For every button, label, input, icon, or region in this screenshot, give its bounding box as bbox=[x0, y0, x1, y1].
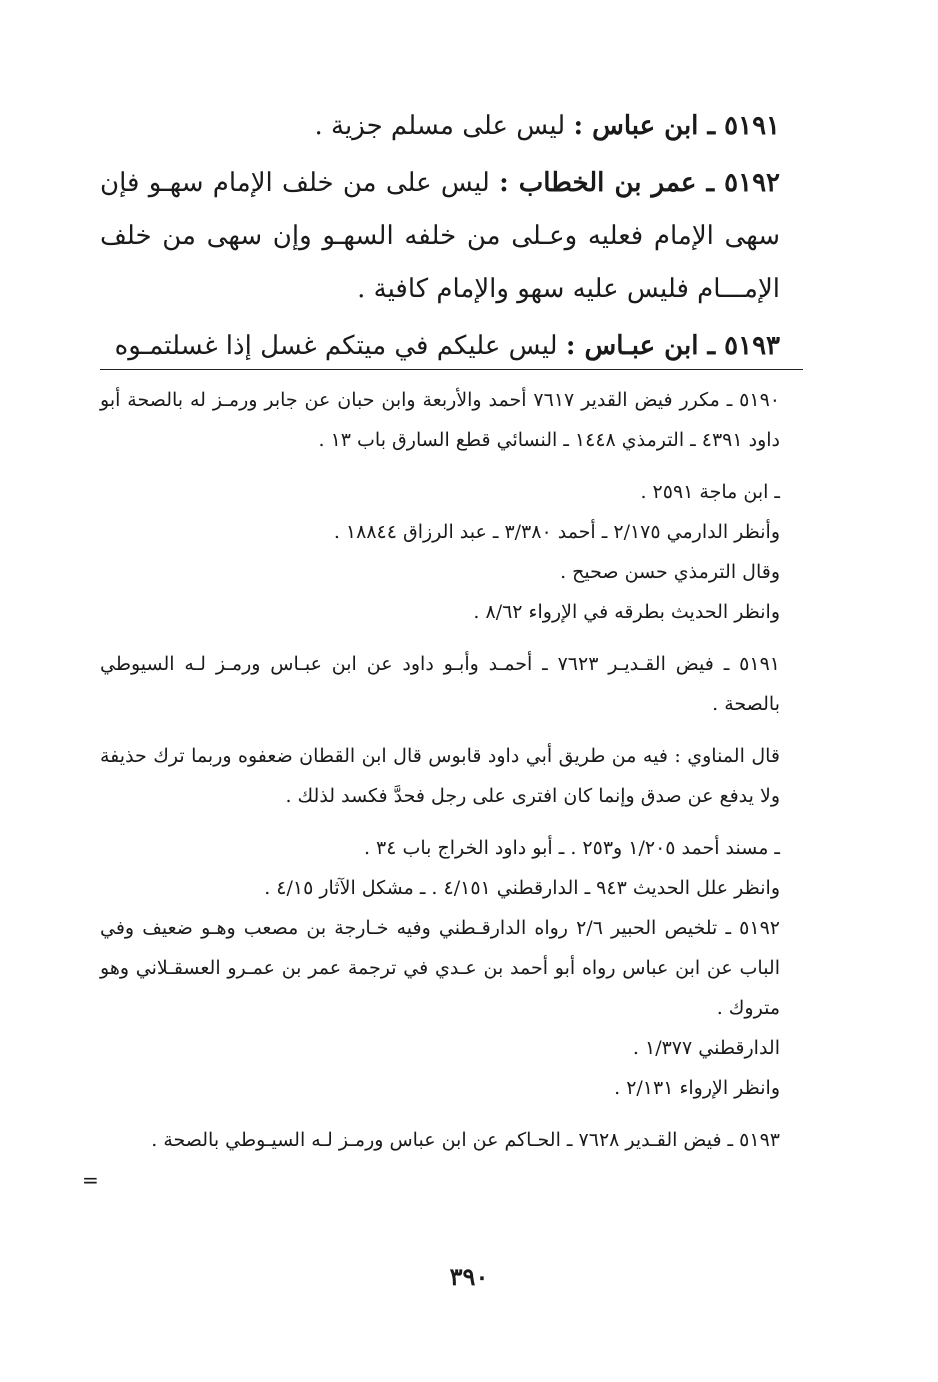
footnote-5191-line: وانظر علل الحديث ٩٤٣ ـ الدارقطني ٤/١٥١ . ـ مشكل الآثار ٤/١٥ . bbox=[264, 877, 780, 899]
footnote-5192-line: الدارقطني ١/٣٧٧ . bbox=[632, 1037, 780, 1059]
page-number: ٣٩٠ bbox=[449, 1262, 489, 1291]
footnote-5191-line: قال المناوي : فيه من طريق أبي داود قابوس قال ابن القطان ضعفوه وربما ترك حذيفة ولا يدفع عن صدق وإنما كان افترى على رجل فحدَّ فكسد لذلك . bbox=[100, 745, 780, 807]
hadith-text: ليس على مسلم جزية . bbox=[314, 111, 574, 141]
hadith-heading: ٥١٩١ ـ ابن عباس : bbox=[573, 111, 780, 141]
hadith-heading: ٥١٩٢ ـ عمر بن الخطاب : bbox=[499, 168, 780, 198]
footnote-5190-line: ٥١٩٠ ـ مكرر فيض القدير ٧٦١٧ أحمد والأربعة وابن حبان عن جابر ورمـز له بالصحة أبو داود ٤٣٩١ ـ الترمذي ١٤٤٨ ـ النسائي قطع السارق باب ١٣ . bbox=[100, 389, 780, 451]
footnote-divider bbox=[100, 369, 803, 370]
hadith-text: ليس على من خلف الإمام سهـو فإن سهى الإمام فعليه وعـلى من خلفه السهـو وإن سهى من خلف الإمـــام فليس عليه سهو والإمام كافية . bbox=[100, 168, 780, 304]
footnotes bbox=[100, 380, 780, 1160]
footnote-5190-line: وأنظر الدارمي ٢/١٧٥ ـ أحمد ٣/٣٨٠ ـ عبد الرزاق ١٨٨٤٤ . bbox=[333, 521, 780, 543]
hadith-5193 bbox=[100, 320, 780, 373]
hadith-5192 bbox=[100, 157, 780, 316]
hadith-heading: ٥١٩٣ ـ ابن عبـاس : bbox=[565, 331, 780, 361]
footnote-5191-line: ـ مسند أحمد ١/٢٠٥ و٢٥٣ . ـ أبو داود الخراج باب ٣٤ . bbox=[363, 837, 780, 859]
footnote-5192-line: وانظر الإرواء ٢/١٣١ . bbox=[614, 1077, 780, 1099]
footnote-5193-line: ٥١٩٣ ـ فيض القـدير ٧٦٢٨ ـ الحـاكم عن ابن عباس ورمـز لـه السيـوطي بالصحة . bbox=[151, 1129, 780, 1151]
footnote-5190-line: وقال الترمذي حسن صحيح . bbox=[560, 561, 780, 583]
hadith-5191 bbox=[100, 100, 780, 153]
continuation-marker: = bbox=[82, 1168, 99, 1192]
footnote-5191-line: ٥١٩١ ـ فيض القـديـر ٧٦٢٣ ـ أحمـد وأبـو داود عن ابن عبـاس ورمـز لـه السيوطي بالصحة . bbox=[100, 653, 780, 715]
footnote-5190-line: ـ ابن ماجة ٢٥٩١ . bbox=[640, 481, 780, 503]
footnote-5190-line: وانظر الحديث بطرقه في الإرواء ٨/٦٢ . bbox=[473, 601, 780, 623]
footnote-5192-line: ٥١٩٢ ـ تلخيص الحبير ٢/٦ رواه الدارقـطني وفيه خـارجة بن مصعب وهـو ضعيف وفي الباب عن ابن عباس رواه أبو أحمد بن عـدي في ترجمة عمر بن عمـرو العسقـلاني وهو متروك . bbox=[100, 917, 780, 1019]
main-text bbox=[100, 100, 780, 377]
hadith-text: ليس عليكم في ميتكم غسل إذا غسلتمـوه bbox=[114, 331, 566, 361]
